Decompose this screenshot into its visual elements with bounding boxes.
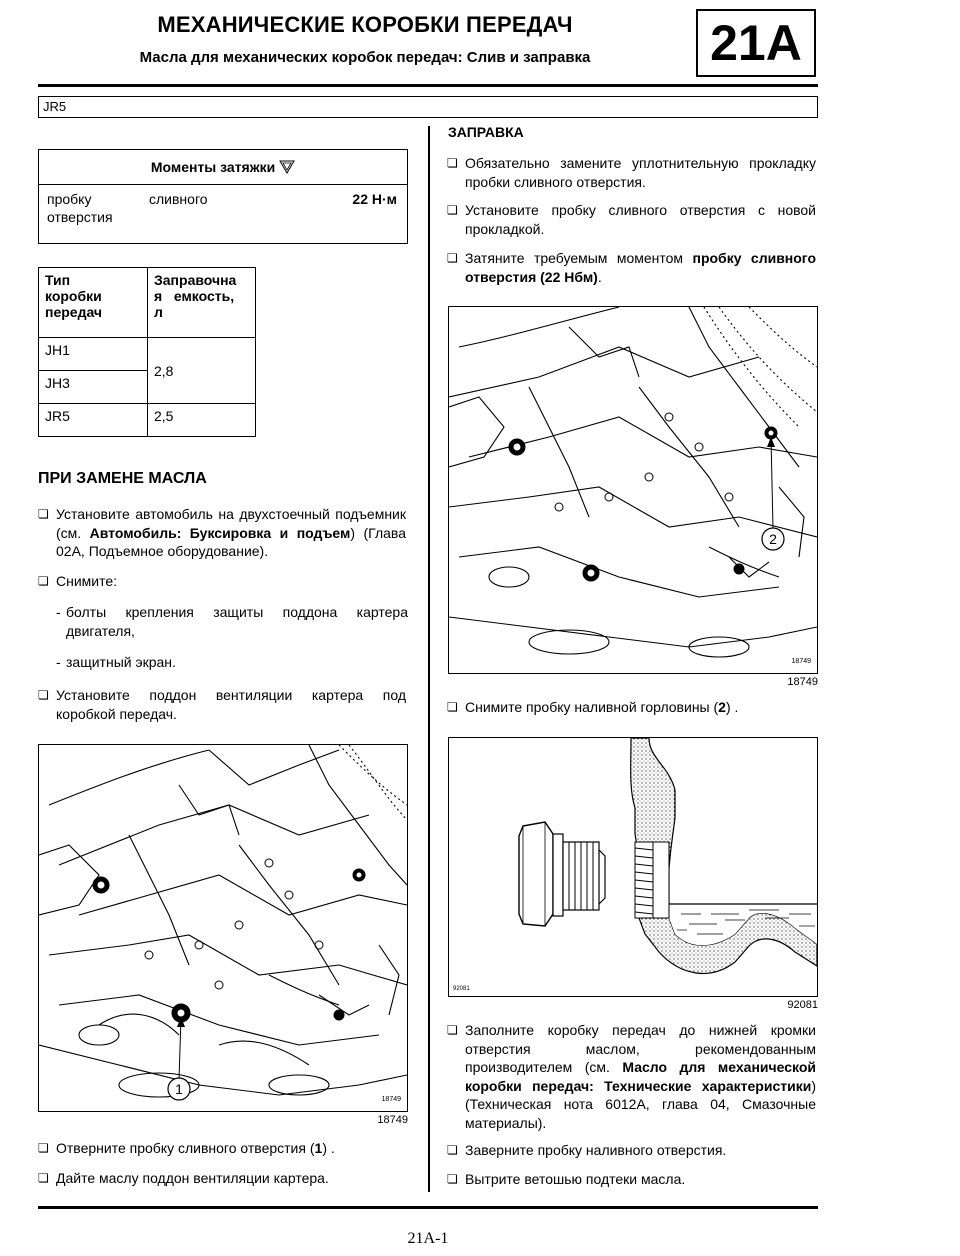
capacity-col2-header: Заправочна я емкость, л: [148, 268, 256, 338]
gearbox-drawing-2: [449, 307, 817, 673]
capacity-merged-value: 2,8: [148, 338, 256, 404]
list-item: ❏ Установите поддон вентиляции картера под коробкой передач.: [38, 686, 406, 723]
torque-table: [38, 149, 408, 244]
footer-rule: [38, 1206, 818, 1209]
reference-link-towing[interactable]: Автомобиль: Буксировка и подъем: [89, 524, 351, 541]
dash-item: - болты крепления защиты поддона картера двигателя,: [56, 603, 408, 640]
page-title: МЕХАНИЧЕСКИЕ КОРОБКИ ПЕРЕДАЧ: [157, 12, 573, 37]
torque-value: 22 Н·м: [352, 191, 397, 207]
table-row: JH1: [39, 338, 148, 371]
warning-triangle-icon: [279, 160, 295, 174]
list-item: ❏ Снимите:: [38, 572, 406, 591]
figure-gearbox-drain-plug: [38, 744, 408, 1112]
torque-part-word-1: пробку: [47, 191, 92, 207]
callout-1: 1: [175, 1081, 183, 1097]
capacity-col1-header: Тип коробки передач: [39, 268, 148, 338]
callout-2: 2: [769, 531, 777, 547]
torque-table-row: [39, 185, 408, 244]
reference-link-oil-specs[interactable]: Масло для механической коробки передач: Технические характеристики: [465, 1059, 816, 1094]
header-rule: [38, 84, 818, 87]
figure-gearbox-filler-plug: [448, 306, 818, 674]
figure-corner-number: 18749: [791, 658, 811, 665]
torque-part-word-3: отверстия: [47, 209, 113, 225]
capacity-table: [38, 267, 256, 437]
list-item: ❏ Дайте маслу поддон вентиляции картера.: [38, 1169, 416, 1188]
table-cell-capacity: 2,5: [148, 404, 256, 437]
section-code-badge: 21A: [696, 9, 816, 77]
page-number: 21A-1: [407, 1230, 449, 1247]
torque-part-word-2: сливного: [149, 191, 208, 207]
list-item: ❏ Заверните пробку наливного отверстия.: [447, 1141, 816, 1160]
table-row: JR5: [39, 404, 148, 437]
list-item: ❏ Вытрите ветошью подтеки масла.: [447, 1170, 816, 1189]
section-heading-filling: ЗАПРАВКА: [448, 124, 524, 140]
list-item: ❏ Обязательно замените уплотнительную прокладку пробки сливного отверстия.: [447, 154, 816, 191]
list-item: ❏ Снимите пробку наливной горловины (2) .: [447, 698, 816, 717]
page-subtitle: Масла для механических коробок передач: Слив и заправка: [139, 49, 591, 66]
gearbox-drawing-1: [39, 745, 407, 1111]
figure-number-3: 92081: [787, 999, 818, 1011]
table-row: JH3: [39, 371, 148, 404]
column-divider: [428, 126, 430, 1192]
list-item: ❏ Отверните пробку сливного отверстия (1) .: [38, 1139, 416, 1158]
list-item: ❏ Заполните коробку передач до нижней кромки отверстия маслом, рекомендованным производителем (см. Масло для механической коробки передач: Технические характеристики) (Техническая нота 6012A, глава 04, Смазочные материалы).: [447, 1021, 816, 1132]
oil-level-drawing: [449, 738, 817, 996]
list-item: ❏ Установите пробку сливного отверстия с новой прокладкой.: [447, 201, 816, 238]
figure-corner-number: 18749: [381, 1096, 401, 1103]
list-item: ❏ Затяните требуемым моментом пробку сливного отверстия (22 Нбм).: [447, 249, 816, 286]
figure-number-2: 18749: [787, 676, 818, 688]
model-label: JR5: [38, 96, 818, 118]
torque-table-title: Моменты затяжки: [150, 159, 276, 175]
figure-number-1: 18749: [377, 1114, 408, 1126]
figure-corner-number: 92081: [453, 986, 470, 992]
dash-item: - защитный экран.: [56, 653, 408, 672]
torque-table-header: [39, 150, 408, 185]
section-heading-oil-change: ПРИ ЗАМЕНЕ МАСЛА: [38, 470, 207, 487]
figure-oil-level-plug: [448, 737, 818, 997]
list-item: ❏ Установите автомобиль на двухстоечный подъемник (см. Автомобиль: Буксировка и подъем) (Глава 02A, Подъемное оборудование).: [38, 505, 406, 561]
